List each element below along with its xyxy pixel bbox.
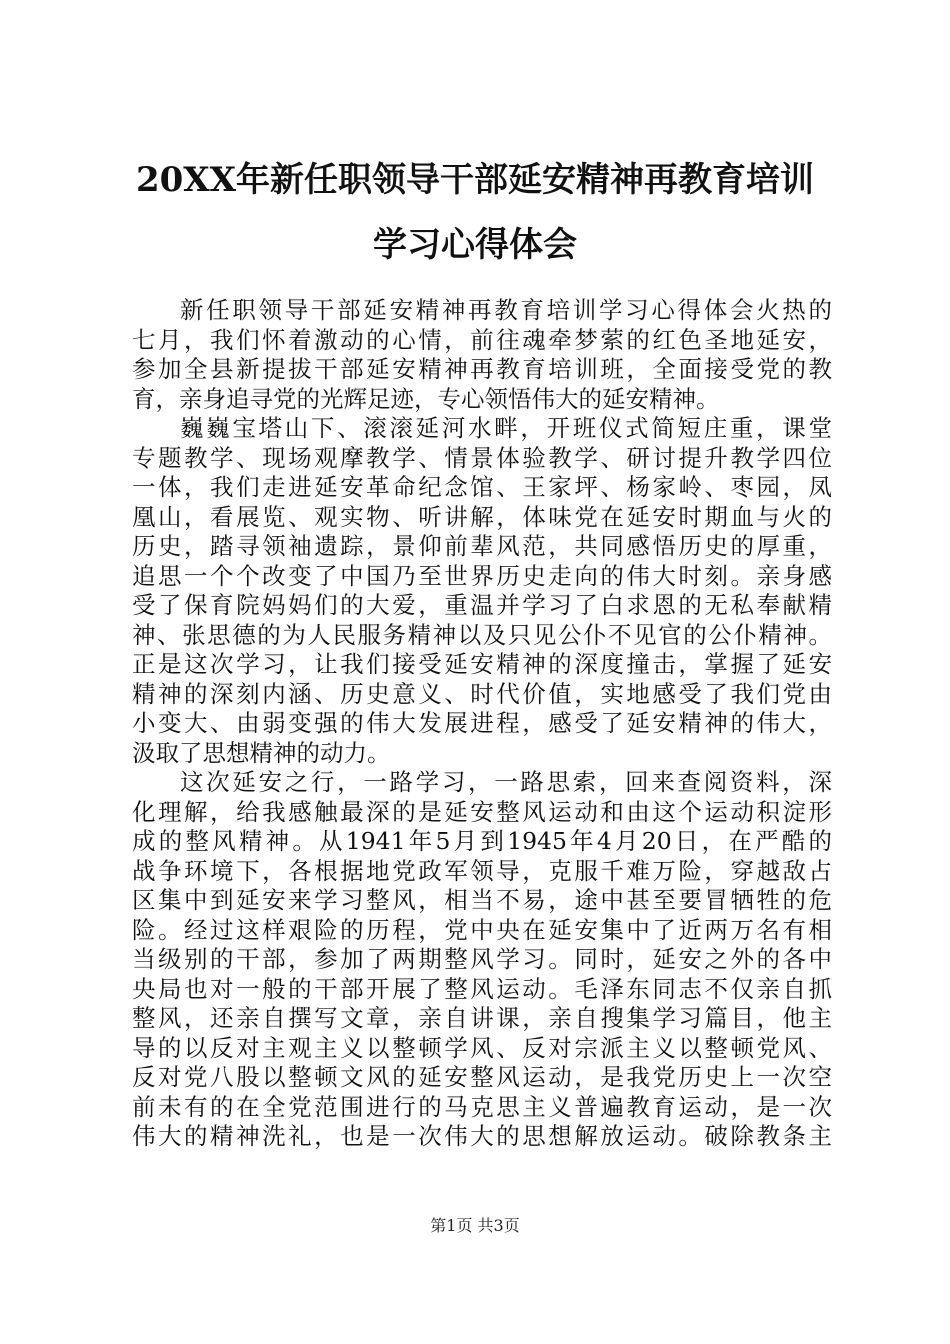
text-line: 神、张思德的为人民服务精神以及只见公仆不见官的公仆精神。 [132, 620, 832, 649]
text-line: 参加全县新提拔干部延安精神再教育培训班，全面接受党的教 [132, 355, 832, 383]
document-body [132, 296, 832, 1152]
text-line: 巍巍宝塔山下、滚滚延河水畔，开班仪式简短庄重，课堂 [180, 414, 832, 442]
text-line: 区集中到延安来学习整风，相当不易，途中甚至要冒牺牲的危 [132, 886, 832, 914]
text-line: 正是这次学习，让我们接受延安精神的深度撞击，掌握了延安 [132, 650, 832, 678]
text-line: 战争环境下，各根据地党政军领导，克服千难万险，穿越敌占 [132, 856, 832, 885]
text-line: 育，亲身追寻党的光辉足迹，专心领悟伟大的延安精神。 [132, 384, 720, 413]
text-line: 导的以反对主观主义以整顿学风、反对宗派主义以整顿党风、 [132, 1033, 832, 1062]
text-line: 央局也对一般的干部开展了整风运动。毛泽东同志不仅亲自抓 [132, 974, 832, 1003]
text-line: 化理解，给我感触最深的是延安整风运动和由这个运动积淀形 [132, 797, 832, 826]
text-line: 反对党八股以整顿文风的延安整风运动，是我党历史上一次空 [132, 1063, 832, 1091]
text-line: 这次延安之行，一路学习，一路思索，回来查阅资料，深 [180, 768, 832, 796]
text-line: 精神的深刻内涵、历史意义、时代价值，实地感受了我们党由 [132, 679, 832, 708]
text-line: 险。经过这样艰险的历程，党中央在延安集中了近两万名有相 [132, 915, 832, 944]
document-title-line-2: 学习心得体会 [373, 225, 577, 265]
text-line: 一体，我们走进延安革命纪念馆、王家坪、杨家岭、枣园，凤 [132, 473, 832, 501]
text-line: 凰山，看展览、观实物、听讲解，体味党在延安时期血与火的 [132, 502, 832, 531]
text-line: 成的整风精神。从1941年5月到1945年4月20日，在严酷的 [132, 827, 832, 855]
text-line: 历史，踏寻领袖遗踪，景仰前辈风范，共同感悟历史的厚重， [132, 532, 832, 560]
text-line: 伟大的精神洗礼，也是一次伟大的思想解放运动。破除教条主 [132, 1122, 832, 1150]
document-title-line-1: 20XX年新任职领导干部延安精神再教育培训 [135, 160, 815, 200]
text-line: 当级别的干部，参加了两期整风学习。同时，延安之外的各中 [132, 945, 832, 973]
text-line: 新任职领导干部延安精神再教育培训学习心得体会火热的 [180, 296, 832, 324]
text-line: 前未有的在全党范围进行的马克思主义普遍教育运动，是一次 [132, 1092, 832, 1121]
text-line: 受了保育院妈妈们的大爱，重温并学习了白求恩的无私奉献精 [132, 591, 832, 619]
page-footer: 第1页 共3页 [430, 1216, 520, 1235]
text-line: 汲取了思想精神的动力。 [132, 738, 391, 767]
text-line: 整风，还亲自撰写文章，亲自讲课，亲自搜集学习篇目，他主 [132, 1004, 832, 1032]
text-line: 追思一个个改变了中国乃至世界历史走向的伟大时刻。亲身感 [132, 561, 832, 590]
text-line: 小变大、由弱变强的伟大发展进程，感受了延安精神的伟大， [132, 709, 832, 737]
text-line: 专题教学、现场观摩教学、情景体验教学、研讨提升教学四位 [132, 443, 832, 472]
text-line: 七月，我们怀着激动的心情，前往魂牵梦萦的红色圣地延安， [132, 325, 832, 354]
